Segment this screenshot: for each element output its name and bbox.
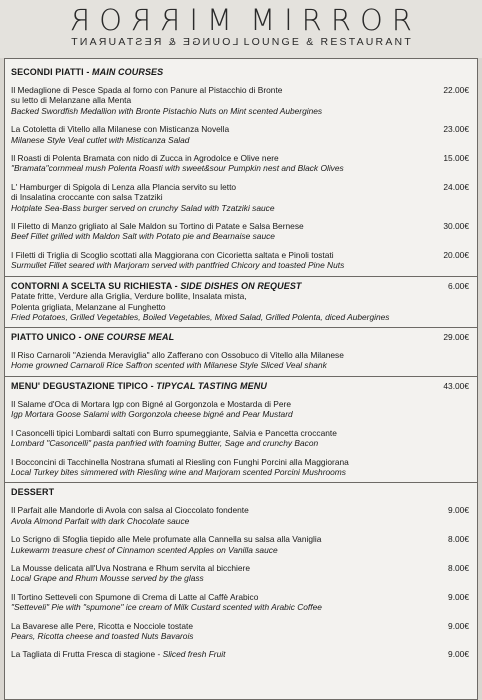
item-name: Il Filetto di Manzo grigliato al Sale Maldon su Tortino di Patate e Salsa Bernese	[11, 221, 304, 232]
menu-item	[11, 332, 471, 370]
item-name: I Filetti di Triglia di Scoglio scottati alla Maggiorana con Cicorietta saltata e Pinoli tostati	[11, 249, 334, 260]
section-dessert	[11, 483, 471, 659]
item-translation: Pears, Ricotta cheese and toasted Nuts Bavarois	[11, 631, 194, 642]
item-name: Il Medaglione di Pesce Spada al forno con Panure al Pistacchio di Bronte	[11, 85, 283, 95]
item-price: 8.00€	[448, 563, 469, 573]
menu-item	[11, 649, 471, 659]
item-translation: Lukewarm treasure chest of Cinnamon scented Apples on Vanilla sauce	[11, 544, 278, 555]
section-tasting-menu	[11, 377, 471, 478]
item-translation: Sliced fresh Fruit	[162, 649, 226, 660]
subtitle	[0, 36, 482, 48]
menu-item	[11, 534, 471, 555]
menu-item	[11, 381, 471, 391]
item-price: 23.00€	[443, 124, 469, 135]
item-price: 9.00€	[448, 649, 469, 660]
item-price: 43.00€	[443, 380, 469, 391]
item-translation: Igp Mortara Goose Salami with Gorgonzola cheese bigné and Pear Mustard	[11, 409, 293, 420]
item-translation: Surmullet Fillet seared with Marjoram served with pantfried Chicory and toasted Pine Nuts	[11, 260, 345, 271]
item-price: 22.00€	[443, 85, 469, 95]
section-one-course	[11, 328, 471, 370]
menu-card	[4, 58, 478, 700]
section-title: DESSERT	[11, 487, 55, 498]
menu-item	[11, 621, 471, 642]
menu-item	[11, 221, 471, 242]
item-name: La Tagliata di Frutta Fresca di stagione -	[11, 649, 163, 660]
item-name: La Mousse delicata all'Uva Nostrana e Rhum servita al bicchiere	[11, 563, 251, 573]
item-translation: "Setteveli" Pie with "spumone" ice cream of Milk Custard scented with Arabic Coffee	[11, 602, 322, 613]
item-translation: Fried Potatoes, Grilled Vegetables, Boiled Vegetables, Mixed Salad, Grilled Polenta, diced Aubergines	[11, 311, 390, 322]
item-translation: Lombard "Casoncelli" pasta panfried with foaming Butter, Sage and crunchy Bacon	[11, 438, 319, 449]
item-name: I Casoncelli tipici Lombardi saltati con Burro spumeggiante, Salvia e Pancetta croccante	[11, 427, 337, 438]
section-title: MENU' DEGUSTAZIONE TIPICO - TIPYCAL TASTING MENU	[11, 380, 267, 391]
item-translation: Milanese Style Veal cutlet with Misticanza Salad	[11, 134, 190, 145]
menu-item	[11, 250, 471, 271]
menu-item	[11, 85, 471, 116]
section-main-courses	[11, 61, 471, 271]
logo	[0, 3, 482, 37]
menu-item	[11, 153, 471, 174]
item-price: 9.00€	[448, 620, 469, 631]
section-title: SECONDI PIATTI - MAIN COURSES	[11, 67, 164, 77]
item-name-cont: su letto di Melanzane alla Menta	[11, 95, 132, 106]
item-name: Il Riso Carnaroli "Azienda Meraviglia" allo Zafferano con Ossobuco di Vitello alla Milanese	[11, 349, 344, 360]
item-translation: Avola Almond Parfait with dark Chocolate sauce	[11, 515, 190, 526]
menu-item	[11, 399, 471, 420]
item-name: Il Tortino Setteveli con Spumone di Crema di Latte al Caffè Arabico	[11, 591, 259, 602]
item-name-line	[11, 649, 471, 659]
item-translation: Backed Swordfish Medallion with Bronte Pistachio Nuts on Mint scented Aubergines	[11, 105, 323, 116]
subtitle-text: LOUNGE & RESTAURANT	[243, 36, 413, 48]
menu-item	[11, 182, 471, 213]
item-translation: "Bramata"cornmeal mush Polenta Roasti with sweet&sour Pumpkin nest and Black Olives	[11, 163, 344, 174]
item-translation: Local Turkey bites simmered with Riesling wine and Marjoram scented Porcini Mushrooms	[11, 466, 346, 477]
item-price: 15.00€	[443, 153, 469, 164]
section-title: PIATTO UNICO - ONE COURSE MEAL	[11, 332, 175, 343]
menu-item	[11, 563, 471, 584]
item-name: La Cotoletta di Vitello alla Milanese con Misticanza Novella	[11, 124, 230, 135]
item-name-cont: Polenta grigliata, Melanzane al Funghetto	[11, 301, 166, 312]
item-price: 6.00€	[448, 280, 469, 291]
item-name: Patate fritte, Verdure alla Griglia, Verdure bollite, Insalata mista,	[11, 291, 247, 302]
menu-item	[11, 457, 471, 478]
item-name-cont: di Insalatina croccante con salsa Tzatziki	[11, 192, 163, 203]
item-price: 20.00€	[443, 249, 469, 260]
subtitle-mirrored-text: LOUNGE & RESTAURANT	[69, 36, 239, 48]
item-translation: Home growned Carnaroli Rice Saffron scented with Milanese Style Sliced Veal shank	[11, 360, 327, 371]
item-name: Il Parfait alle Mandorle di Avola con salsa al Cioccolato fondente	[11, 505, 249, 516]
item-translation: Hotplate Sea-Bass burger served on crunchy Salad with Tzatziki sauce	[11, 202, 275, 213]
item-price: 8.00€	[448, 534, 469, 545]
menu-header	[0, 0, 482, 58]
item-name: Il Roasti di Polenta Bramata con nido di Zucca in Agrodolce e Olive nere	[11, 153, 279, 164]
menu-item	[11, 428, 471, 449]
item-price: 30.00€	[443, 221, 469, 232]
item-name: I Bocconcini di Tacchinella Nostrana sfumati al Riesling con Funghi Porcini alla Maggiorana	[11, 456, 349, 467]
item-name: La Bavarese alle Pere, Ricotta e Nocciole tostate	[11, 620, 194, 631]
item-name: Il Salame d'Oca di Mortara Igp con Bigné al Gorgonzola e Mostarda di Pere	[11, 398, 291, 409]
menu-item	[11, 124, 471, 145]
item-translation: Beef Fillet grilled with Maldon Salt with Potato pie and Bearnaise sauce	[11, 231, 275, 242]
item-translation: Local Grape and Rhum Mousse served by the glass	[11, 573, 204, 584]
item-price: 9.00€	[448, 505, 469, 516]
menu-item	[11, 592, 471, 613]
item-price: 29.00€	[443, 332, 469, 343]
item-name: L' Hamburger di Spigola di Lenza alla Plancia servito su letto	[11, 181, 237, 192]
item-price: 9.00€	[448, 591, 469, 602]
menu-item	[11, 505, 471, 526]
logo-text: MIRROR	[250, 3, 421, 37]
section-side-dishes	[11, 277, 471, 323]
logo-mirrored-text: MIRROR	[61, 3, 232, 37]
item-name: Lo Scrigno di Sfoglia tiepido alle Mele profumate alla Cannella su salsa alla Vaniglia	[11, 534, 322, 545]
menu-item	[11, 281, 471, 323]
section-title: CONTORNI A SCELTA SU RICHIESTA - SIDE DISHES ON REQUEST	[11, 280, 302, 291]
item-price: 24.00€	[443, 181, 469, 192]
